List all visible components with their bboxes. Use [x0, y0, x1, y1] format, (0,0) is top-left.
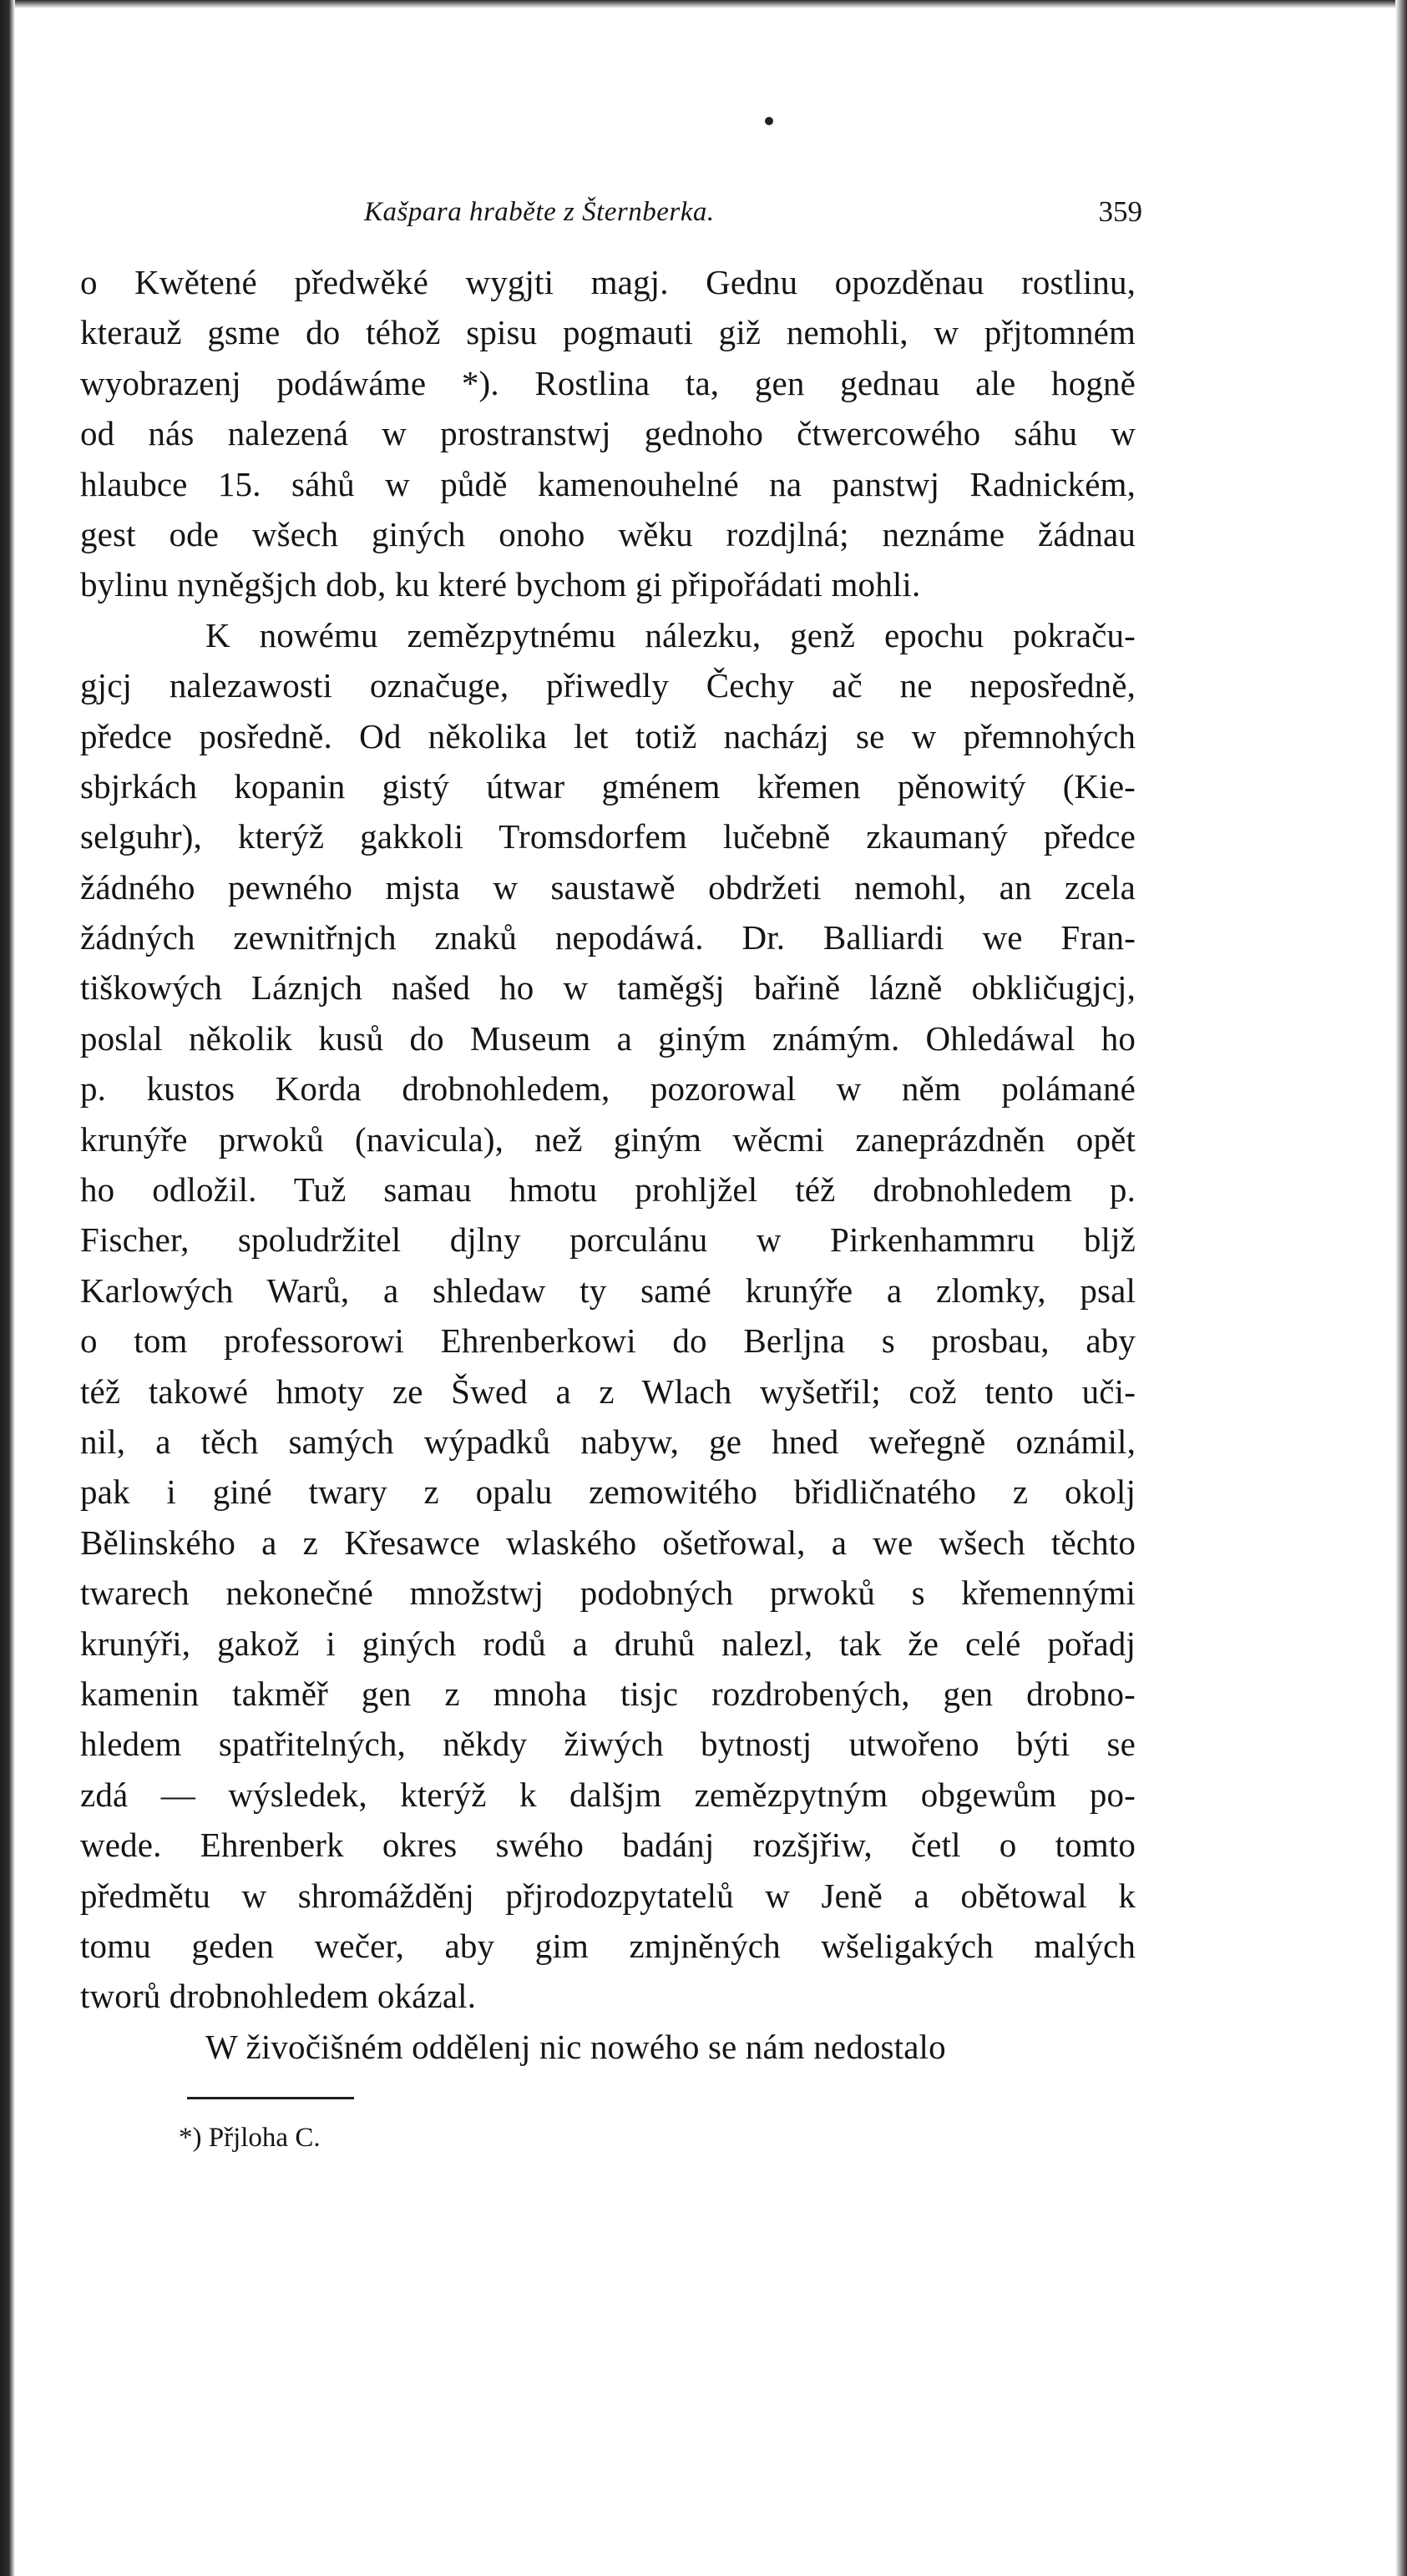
text-line: Karlowých Warů, a shledaw ty samé krunýře a zlomky, psal [80, 1270, 1136, 1310]
text-line: K nowému zemězpytnému nálezku, genž epochu pokraču- [205, 615, 1136, 654]
text-line: též takowé hmoty ze Šwed a z Wlach wyšetřil; což tento uči- [80, 1371, 1136, 1411]
text-line: wede. Ehrenberk okres swého badánj rozšjřiw, četl o tomto [80, 1826, 1136, 1865]
running-title: Kašpara hraběte z Šternberka. [364, 197, 715, 227]
text-line: pak i giné twary z opalu zemowitého břidličnatého z okolj [80, 1472, 1136, 1512]
text-line: bylinu nyněgšjch dob, ku které bychom gi připořádati mohli. [80, 565, 921, 604]
scan-edge-left [0, 0, 15, 2576]
text-line: žádných zewnitřnjch znaků nepodáwá. Dr. Balliardi we Fran- [80, 918, 1136, 957]
ink-speck [765, 117, 773, 125]
scan-edge-right [1395, 0, 1407, 2576]
scan-edge-top [0, 0, 1407, 8]
footnote-rule [187, 2097, 354, 2099]
text-line: gjcj nalezawosti označuge, přiwedly Čechy ač ne neposředně, [80, 666, 1136, 705]
text-line: Bělinského a z Křesawce wlaského ošetřowal, a we wšech těchto [80, 1523, 1136, 1562]
text-line: W živočišném oddělenj nic nowého se nám nedostalo [205, 2027, 946, 2066]
text-line: sbjrkách kopanin gistý útwar gménem křemen pěnowitý (Kie- [80, 766, 1136, 806]
text-line: žádného pewného mjsta w saustawě obdržeti nemohl, an zcela [80, 867, 1136, 907]
footnote: *) Přjloha C. [179, 2123, 321, 2154]
text-line: p. kustos Korda drobnohledem, pozorowal w něm polámané [80, 1069, 1136, 1109]
text-line: ho odložil. Tuž samau hmotu prohljžel též drobnohledem p. [80, 1170, 1136, 1210]
body-text [80, 257, 1136, 2072]
text-line: kamenin takměř gen z mnoha tisjc rozdrobených, gen drobno- [80, 1674, 1136, 1713]
text-line: hledem spatřitelných, někdy žiwých bytnostj utwořeno býti se [80, 1725, 1136, 1764]
text-line: Fischer, spoludržitel djlny porculánu w Pirkenhammru bljž [80, 1220, 1136, 1260]
text-line: wyobrazenj podáwáme *). Rostlina ta, gen gednau ale hogně [80, 363, 1136, 402]
text-line: o tom professorowi Ehrenberkowi do Berljna s prosbau, aby [80, 1321, 1136, 1361]
text-line: kterauž gsme do téhož spisu pogmauti giž nemohli, w přjtomném [80, 313, 1136, 352]
text-line: předmětu w shromážděnj přjrodozpytatelů w Jeně a obětowal k [80, 1876, 1136, 1915]
book-page [80, 192, 1142, 2154]
text-line: hlaubce 15. sáhů w půdě kamenouhelné na panstwj Radnickém, [80, 464, 1136, 503]
text-line: od nás nalezená w prostranstwj gednoho čtwercowého sáhu w [80, 414, 1136, 453]
text-line: krunýře prwoků (navicula), než giným wěcmi zaneprázdněn opět [80, 1119, 1136, 1159]
text-line: tomu geden wečer, aby gim zmjněných wšeligakých malých [80, 1926, 1136, 1965]
text-line: tworů drobnohledem okázal. [80, 1977, 477, 2016]
text-line: twarech nekonečné množstwj podobných prwoků s křemennými [80, 1573, 1136, 1613]
text-line: zdá — wýsledek, kterýž k dalšjm zemězpytným obgewům po- [80, 1775, 1136, 1814]
page-number: 359 [1098, 195, 1142, 228]
text-line: krunýři, gakož i giných rodů a druhů nalezl, tak že celé pořadj [80, 1624, 1136, 1663]
text-line: nil, a těch samých wýpadků nabyw, ge hned weřegně oznámil, [80, 1422, 1136, 1461]
text-line: gest ode wšech giných onoho wěku rozdjlná; neznáme žádnau [80, 514, 1136, 553]
text-line: o Kwětené předwěké wygjti magj. Gednu opozděnau rostlinu, [80, 263, 1136, 301]
running-head [80, 192, 1142, 242]
text-line: předce posředně. Od několika let totiž nacházj se w přemnohých [80, 716, 1136, 755]
text-line: poslal několik kusů do Museum a giným známým. Ohledáwal ho [80, 1018, 1136, 1058]
text-line: tiškowých Láznjch našed ho w taměgšj bařině lázně obkličugjcj, [80, 968, 1136, 1008]
text-line: selguhr), kterýž gakkoli Tromsdorfem lučebně zkaumaný předce [80, 817, 1136, 856]
